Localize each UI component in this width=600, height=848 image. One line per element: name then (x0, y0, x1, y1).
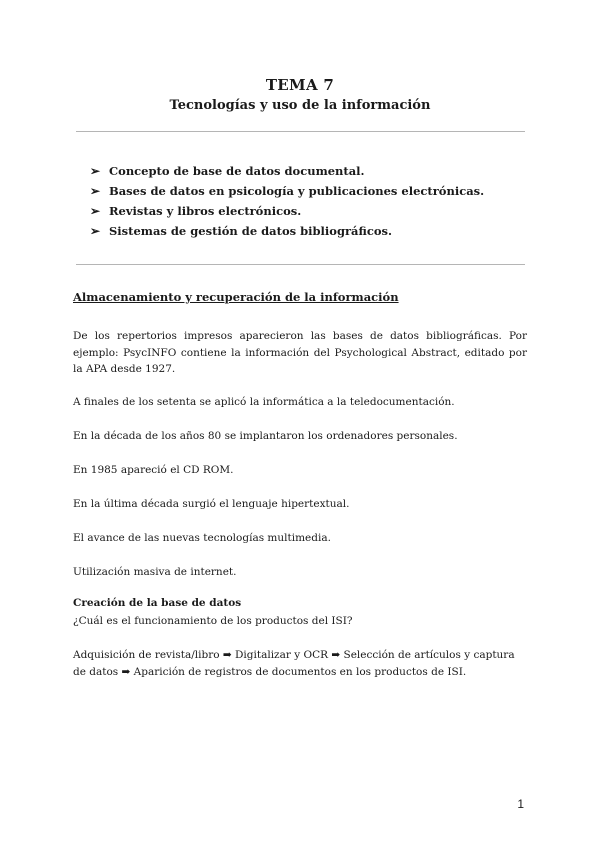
topic-list (90, 161, 484, 241)
arrow-bullet-icon: ➢ (90, 164, 101, 178)
paragraph: El avance de las nuevas tecnologías multimedia. (73, 532, 331, 544)
list-item (90, 161, 484, 181)
paragraph: En la década de los años 80 se implantaron los ordenadores personales. (73, 430, 458, 442)
divider-top (76, 131, 525, 132)
list-item-text: Revistas y libros electrónicos. (109, 204, 302, 218)
paragraph: En la última década surgió el lenguaje hipertextual. (73, 498, 350, 510)
list-item (90, 201, 484, 221)
list-item-text: Sistemas de gestión de datos bibliográficos. (109, 224, 393, 238)
paragraph: En 1985 apareció el CD ROM. (73, 464, 234, 476)
paragraph: Utilización masiva de internet. (73, 566, 237, 578)
paragraph: A finales de los setenta se aplicó la informática a la teledocumentación. (73, 396, 455, 408)
arrow-bullet-icon: ➢ (90, 204, 101, 218)
process-text: Adquisición de revista/libro ➡ Digitalizar y OCR ➡ Selección de artículos y captura de datos ➡ Aparición de registros de documentos en los productos de ISI. (73, 649, 515, 678)
list-item (90, 181, 484, 201)
arrow-bullet-icon: ➢ (90, 184, 101, 198)
list-item-text: Bases de datos en psicología y publicaciones electrónicas. (109, 184, 485, 198)
question-text: ¿Cuál es el funcionamiento de los productos del ISI? (73, 615, 353, 627)
page-number: 1 (517, 797, 524, 811)
list-item (90, 221, 484, 241)
paragraph: De los repertorios impresos aparecieron las bases de datos bibliográficas. Por ejemplo: PsycINFO contiene la información del Psychological Abstract, editado por la APA desde 1927. (73, 330, 527, 375)
page-subtitle: Tecnologías y uso de la información (169, 98, 431, 113)
list-item-text: Concepto de base de datos documental. (109, 164, 365, 178)
section-heading: Almacenamiento y recuperación de la información (73, 290, 399, 304)
arrow-bullet-icon: ➢ (90, 224, 101, 238)
subsection-heading: Creación de la base de datos (73, 597, 242, 609)
page-title: TEMA 7 (265, 76, 335, 94)
divider-bottom (76, 264, 525, 265)
